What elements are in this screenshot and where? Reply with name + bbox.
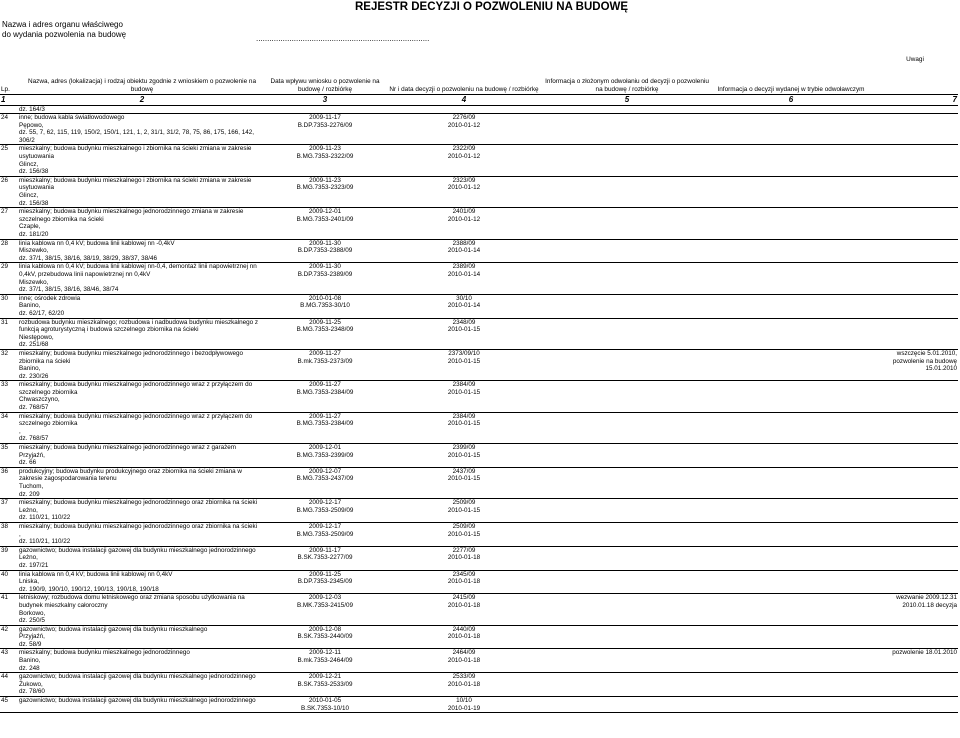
object-description: gazownictwo; budowa instalacji gazowej dla budynku mieszkalnego jednorodzinnego xyxy=(18,697,266,713)
appeal-decision-info xyxy=(710,145,872,176)
table-row xyxy=(0,381,958,412)
register-table xyxy=(0,56,958,713)
object-description: mieszkalny; budowa budynku mieszkalnego i zbiornika na ścieki zmiana w zakresie usytuowania Glincz, dz. 156/38 xyxy=(18,145,266,176)
table-row xyxy=(0,546,958,570)
row-number: 26 xyxy=(0,176,18,207)
appeal-decision-info xyxy=(710,522,872,546)
application-date: 2009-11-23 B.MG.7353-2323/09 xyxy=(266,176,384,207)
appeal-decision-info xyxy=(710,412,872,443)
application-date: 2009-11-27 B.mk.7353-2373/09 xyxy=(266,349,384,380)
remarks xyxy=(872,546,958,570)
table-row xyxy=(0,467,958,498)
decision-number-date: 2348/09 2010-01-15 xyxy=(384,318,544,349)
table-row xyxy=(0,239,958,263)
object-description: mieszkalny; budowa budynku mieszkalnego i zbiornika na ścieki zmiana w zakresie usytuowania Glincz, dz. 156/38 xyxy=(18,176,266,207)
table-row xyxy=(0,697,958,713)
application-date: 2009-12-17 B.MG.7353-2509/09 xyxy=(266,522,384,546)
column-number: 1 xyxy=(0,94,18,105)
appeal-info xyxy=(544,263,710,294)
decision-number-date: 2509/09 2010-01-15 xyxy=(384,522,544,546)
decision-number-date: 2401/09 2010-01-12 xyxy=(384,208,544,239)
remarks xyxy=(872,294,958,318)
object-description: mieszkalny; budowa budynku mieszkalnego jednorodzinnego oraz zbiornika na ścieki Leżno, dz. 110/21, 110/22 xyxy=(18,499,266,523)
table-row xyxy=(0,444,958,468)
table-row xyxy=(0,649,958,673)
object-description: mieszkalny; budowa budynku mieszkalnego jednorodzinnego oraz zbiornika na ścieki , dz. 110/21, 110/22 xyxy=(18,522,266,546)
authority-label-line2: do wydania pozwolenia na budowę xyxy=(2,29,127,39)
decision-number-date: 2533/09 2010-01-18 xyxy=(384,673,544,697)
remarks xyxy=(872,697,958,713)
appeal-decision-info xyxy=(710,349,872,380)
appeal-decision-info xyxy=(710,239,872,263)
decision-number-date: 2415/09 2010-01-18 xyxy=(384,594,544,625)
object-description: linia kablowa nn 0,4 kV; budowa linii kablowej nn 0,4kV Lniska, dz. 190/9, 190/10, 190/12, 190/13, 190/18, 190/18 xyxy=(18,570,266,594)
row-number: 42 xyxy=(0,625,18,649)
row-number: 41 xyxy=(0,594,18,625)
continuation-row xyxy=(0,105,958,114)
application-date: 2009-12-11 B.mk.7353-2464/09 xyxy=(266,649,384,673)
application-date: 2010-01-05 B.SK.7353-10/10 xyxy=(266,697,384,713)
appeal-decision-info xyxy=(710,697,872,713)
row-number: 30 xyxy=(0,294,18,318)
application-date: 2009-12-01 B.MG.7353-2399/09 xyxy=(266,444,384,468)
appeal-info xyxy=(544,349,710,380)
appeal-info xyxy=(544,294,710,318)
remarks xyxy=(872,673,958,697)
appeal-decision-info xyxy=(710,114,872,145)
remarks xyxy=(872,570,958,594)
decision-number-date: 2373/09/10 2010-01-15 xyxy=(384,349,544,380)
column-number-row xyxy=(0,94,958,105)
remarks xyxy=(872,208,958,239)
column-number: 4 xyxy=(384,94,544,105)
table-row xyxy=(0,349,958,380)
column-number: 7 xyxy=(872,94,958,105)
row-number: 43 xyxy=(0,649,18,673)
decision-number-date: 2384/09 2010-01-15 xyxy=(384,381,544,412)
remarks xyxy=(872,145,958,176)
row-number: 37 xyxy=(0,499,18,523)
object-description: gazownictwo; budowa instalacji gazowej dla budynku mieszkalnego jednorodzinnego Leżno, dz. 197/21 xyxy=(18,546,266,570)
application-date: 2009-12-03 B.MK.7353-2415/09 xyxy=(266,594,384,625)
appeal-info xyxy=(544,467,710,498)
object-description: mieszkalny; budowa budynku mieszkalnego jednorodzinnego zmiana w zakresie szczelnego zbiornika na ścieki Czaple, dz. 181/20 xyxy=(18,208,266,239)
appeal-decision-info xyxy=(710,208,872,239)
application-date: 2009-11-25 B.DP.7353-2345/09 xyxy=(266,570,384,594)
appeal-info xyxy=(544,114,710,145)
application-date: 2009-11-17 B.DP.7353-2276/09 xyxy=(266,114,384,145)
object-description: linia kablowa nn 0,4 kV; budowa linii kablowej nn -0,4kV Miszewko, dz. 37/1, 38/15, 38/16, 38/19, 38/29, 38/37, 38/46 xyxy=(18,239,266,263)
application-date: 2009-11-27 B.MG.7353-2384/09 xyxy=(266,412,384,443)
authority-name-placeholder: .............................................................................. xyxy=(256,34,430,43)
table-row xyxy=(0,673,958,697)
authority-label xyxy=(2,20,126,39)
appeal-decision-info xyxy=(710,499,872,523)
table-row xyxy=(0,499,958,523)
decision-number-date: 2464/09 2010-01-18 xyxy=(384,649,544,673)
header-appeal: Informacja o złożonym odwołaniu od decyzji o pozwoleniu na budowę / rozbiórkę xyxy=(544,56,710,94)
decision-number-date: 2389/09 2010-01-14 xyxy=(384,263,544,294)
object-description: mieszkalny; budowa budynku mieszkalnego jednorodzinnego wraz z garażem Przyjaźń, dz. 66 xyxy=(18,444,266,468)
row-number: 39 xyxy=(0,546,18,570)
object-description: produkcyjny; budowa budynku produkcyjnego oraz zbiornika na ścieki zmiana w zakresie zagospodarowania terenu Tuchom, dz. 209 xyxy=(18,467,266,498)
appeal-info xyxy=(544,594,710,625)
application-date: 2009-11-23 B.MG.7353-2322/09 xyxy=(266,145,384,176)
appeal-info xyxy=(544,412,710,443)
object-description: mieszkalny; budowa budynku mieszkalnego jednorodzinnego wraz z przyłączem do szczelnego zbiornika Chwaszczyno, dz. 768/57 xyxy=(18,381,266,412)
application-date: 2009-11-30 B.DP.7353-2388/09 xyxy=(266,239,384,263)
application-date: 2009-11-17 B.SK.7353-2277/09 xyxy=(266,546,384,570)
decision-number-date: 2388/09 2010-01-14 xyxy=(384,239,544,263)
remarks xyxy=(872,263,958,294)
remarks xyxy=(872,239,958,263)
application-date: 2009-11-27 B.MG.7353-2384/09 xyxy=(266,381,384,412)
header-lp: Lp. xyxy=(0,56,18,94)
decision-number-date: 2399/09 2010-01-15 xyxy=(384,444,544,468)
decision-number-date: 10/10 2010-01-19 xyxy=(384,697,544,713)
row-number: 33 xyxy=(0,381,18,412)
appeal-info xyxy=(544,444,710,468)
table-row xyxy=(0,145,958,176)
remarks: pozwolenie 18.01.2010 xyxy=(872,649,958,673)
column-number: 2 xyxy=(18,94,266,105)
appeal-info xyxy=(544,522,710,546)
object-description: mieszkalny; budowa budynku mieszkalnego jednorodzinnego i bezodpływowego zbiornika na ścieki Banino, dz. 230/26 xyxy=(18,349,266,380)
row-number: 44 xyxy=(0,673,18,697)
object-description: inne; ośrodek zdrowia Banino, dz. 62/17, 62/20 xyxy=(18,294,266,318)
decision-number-date: 2345/09 2010-01-18 xyxy=(384,570,544,594)
application-date: 2009-12-08 B.SK.7353-2440/09 xyxy=(266,625,384,649)
application-date: 2009-11-25 B.MG.7353-2348/09 xyxy=(266,318,384,349)
remarks xyxy=(872,114,958,145)
header-application-date: Data wpływu wniosku o pozwolenie na budowę / rozbiórkę xyxy=(266,56,384,94)
appeal-info xyxy=(544,546,710,570)
header-object: Nazwa, adres (lokalizacja) i rodzaj obiektu zgodnie z wnioskiem o pozwolenie na budowę xyxy=(18,56,266,94)
appeal-info xyxy=(544,145,710,176)
table-row xyxy=(0,208,958,239)
table-row xyxy=(0,412,958,443)
object-description: gazownictwo; budowa instalacji gazowej dla budynku mieszkalnego Przyjaźń, dz. 58/9 xyxy=(18,625,266,649)
row-number: 28 xyxy=(0,239,18,263)
object-description: linia kablowa nn 0,4 kV; budowa linii kablowej nn-0,4, demontaż linii napowietrznej nn 0,4kV, przebudowa linii napowietrznej nn 0,4kV Miszewko, dz. 37/1, 38/15, 38/16, 38/46, 38/74 xyxy=(18,263,266,294)
appeal-decision-info xyxy=(710,176,872,207)
remarks xyxy=(872,444,958,468)
table-row xyxy=(0,263,958,294)
appeal-info xyxy=(544,697,710,713)
appeal-decision-info xyxy=(710,673,872,697)
authority-label-line1: Nazwa i adres organu właściwego xyxy=(2,20,123,29)
decision-number-date: 2509/09 2010-01-15 xyxy=(384,499,544,523)
row-number: 32 xyxy=(0,349,18,380)
appeal-decision-info xyxy=(710,318,872,349)
remarks xyxy=(872,412,958,443)
column-number: 5 xyxy=(544,94,710,105)
appeal-info xyxy=(544,239,710,263)
remarks xyxy=(872,467,958,498)
continuation-text: dz. 164/3 xyxy=(18,105,266,114)
table-row xyxy=(0,114,958,145)
decision-number-date: 2440/09 2010-01-18 xyxy=(384,625,544,649)
row-number: 25 xyxy=(0,145,18,176)
appeal-info xyxy=(544,208,710,239)
appeal-info xyxy=(544,570,710,594)
header-decision: Nr i data decyzji o pozwoleniu na budowę / rozbiórkę xyxy=(384,56,544,94)
application-date: 2010-01-08 B.MG.7353-30/10 xyxy=(266,294,384,318)
appeal-decision-info xyxy=(710,263,872,294)
appeal-info xyxy=(544,649,710,673)
remarks xyxy=(872,381,958,412)
appeal-decision-info xyxy=(710,649,872,673)
appeal-info xyxy=(544,318,710,349)
appeal-decision-info xyxy=(710,467,872,498)
application-date: 2009-12-07 B.MG.7353-2437/09 xyxy=(266,467,384,498)
appeal-info xyxy=(544,625,710,649)
header-appeal-decision: Informacja o decyzji wydanej w trybie odwoławczym xyxy=(710,56,872,94)
column-number: 3 xyxy=(266,94,384,105)
appeal-info xyxy=(544,381,710,412)
decision-number-date: 2277/09 2010-01-18 xyxy=(384,546,544,570)
table-row xyxy=(0,625,958,649)
object-description: inne; budowa kabla światłowodowego Pępowo, dz. 55, 7, 62, 115, 119, 150/2, 150/1, 121, 1, 2, 31/1, 31/2, 78, 75, 86, 175, 166, 142, 306/2 xyxy=(18,114,266,145)
table-row xyxy=(0,318,958,349)
object-description: mieszkalny; budowa budynku mieszkalnego jednorodzinnego Banino, dz. 248 xyxy=(18,649,266,673)
appeal-decision-info xyxy=(710,294,872,318)
application-date: 2009-12-01 B.MG.7353-2401/09 xyxy=(266,208,384,239)
object-description: letniskowy; rozbudowa domu letniskowego oraz zmiana sposobu użytkowania na budynek mieszkalny całoroczny Borkowo, dz. 250/5 xyxy=(18,594,266,625)
appeal-decision-info xyxy=(710,594,872,625)
decision-number-date: 30/10 2010-01-14 xyxy=(384,294,544,318)
remarks xyxy=(872,625,958,649)
table-row xyxy=(0,594,958,625)
application-date: 2009-11-30 B.DP.7353-2389/09 xyxy=(266,263,384,294)
remarks xyxy=(872,176,958,207)
table-row xyxy=(0,176,958,207)
object-description: rozbudowa budynku mieszkalnego; rozbudowa i nadbudowa budynku mieszkalnego z funkcją agroturystyczną i budowa szczelnego zbiornika na ścieki Niestępowo, dz. 251/68 xyxy=(18,318,266,349)
remarks: wezwanie 2009.12.31 2010.01.18 decyzja xyxy=(872,594,958,625)
decision-number-date: 2437/09 2010-01-15 xyxy=(384,467,544,498)
application-date: 2009-12-17 B.MG.7353-2509/09 xyxy=(266,499,384,523)
appeal-decision-info xyxy=(710,444,872,468)
remarks xyxy=(872,522,958,546)
decision-number-date: 2322/09 2010-01-12 xyxy=(384,145,544,176)
row-number: 24 xyxy=(0,114,18,145)
object-description: gazownictwo; budowa instalacji gazowej dla budynku mieszkalnego jednorodzinnego Żukowo, dz. 78/60 xyxy=(18,673,266,697)
appeal-decision-info xyxy=(710,625,872,649)
remarks: wszczęcie 5.01.2010, pozwolenie na budowę 15.01.2010 xyxy=(872,349,958,380)
table-row xyxy=(0,570,958,594)
header-row xyxy=(0,56,958,94)
decision-number-date: 2384/09 2010-01-15 xyxy=(384,412,544,443)
table-row xyxy=(0,294,958,318)
appeal-decision-info xyxy=(710,546,872,570)
decision-number-date: 2323/09 2010-01-12 xyxy=(384,176,544,207)
row-number: 36 xyxy=(0,467,18,498)
appeal-info xyxy=(544,499,710,523)
row-number: 45 xyxy=(0,697,18,713)
remarks xyxy=(872,318,958,349)
appeal-decision-info xyxy=(710,570,872,594)
row-number: 38 xyxy=(0,522,18,546)
row-number: 29 xyxy=(0,263,18,294)
decision-number-date: 2276/09 2010-01-12 xyxy=(384,114,544,145)
appeal-decision-info xyxy=(710,381,872,412)
row-number: 31 xyxy=(0,318,18,349)
column-number: 6 xyxy=(710,94,872,105)
object-description: mieszkalny; budowa budynku mieszkalnego jednorodzinnego wraz z przyłączem do szczelnego zbiornika , dz. 768/57 xyxy=(18,412,266,443)
application-date: 2009-12-21 B.SK.7353-2533/09 xyxy=(266,673,384,697)
row-number: 40 xyxy=(0,570,18,594)
appeal-info xyxy=(544,176,710,207)
table-row xyxy=(0,522,958,546)
row-number: 34 xyxy=(0,412,18,443)
appeal-info xyxy=(544,673,710,697)
row-number: 27 xyxy=(0,208,18,239)
header-remarks: Uwagi xyxy=(872,56,958,94)
remarks xyxy=(872,499,958,523)
row-number: 35 xyxy=(0,444,18,468)
